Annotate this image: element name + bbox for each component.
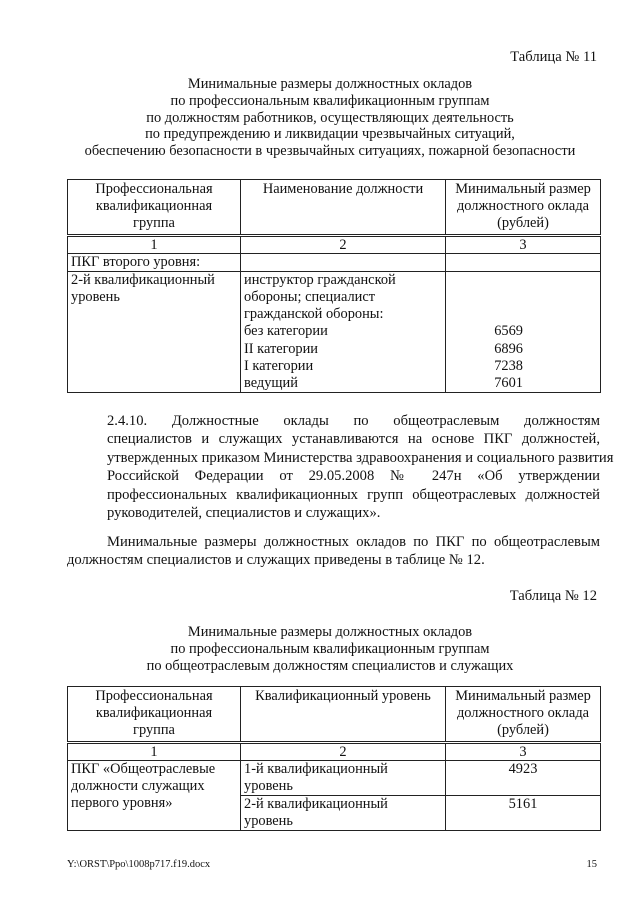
paragraph-2-4-10: 2.4.10. Должностные оклады по общеотраслевым должностям специалистов и служащих устанавливаются на основе ПКГ должностей, утвержденных приказом Министерства здравоохранения и социального развития Российской Федерации от 29.05.2008 № 247н «Об утверждении профессиональных квалификационных групп общеотраслевых должностей руководителей, специалистов и служащих». — [107, 413, 614, 522]
col-number: 3 — [446, 235, 601, 253]
header-position: Наименование должности — [241, 180, 446, 236]
paragraph-table-reference: Минимальные размеры должностных окладов по ПКГ по общеотраслевым должностям специалистов и служащих приведены в таблице № 12. — [67, 534, 600, 569]
title-line: по предупреждению и ликвидации чрезвычайных ситуаций, — [145, 126, 515, 143]
footer-file-path: Y:\ORST\Ppo\1008p717.f19.docx — [67, 859, 211, 870]
salary-value: 6896 — [494, 340, 523, 357]
header-group: Профессиональная квалификационная группа — [68, 687, 241, 743]
category-name: II категории — [244, 340, 318, 357]
table-row — [68, 760, 601, 795]
column-number-row — [68, 235, 601, 253]
table-11-number: Таблица № 11 — [510, 49, 597, 65]
salary-value: 6569 — [494, 323, 523, 340]
title-line: Минимальные размеры должностных окладов — [187, 76, 473, 92]
title-line: по общеотраслевым должностям специалистов и служащих — [146, 657, 514, 674]
header-salary: Минимальный размер должностного оклада (рублей) — [446, 687, 601, 743]
header-salary: Минимальный размер должностного оклада (рублей) — [446, 180, 601, 236]
title-line: обеспечению безопасности в чрезвычайных ситуациях, пожарной безопасности — [84, 143, 576, 160]
salary-value: 7238 — [494, 357, 523, 374]
header-level: Квалификационный уровень — [241, 687, 446, 743]
col-number: 3 — [446, 742, 601, 760]
table-12-number: Таблица № 12 — [509, 588, 597, 604]
category-name: без категории — [244, 323, 328, 340]
title-line: по профессиональным квалификационным группам — [170, 640, 490, 657]
col-number: 1 — [68, 742, 241, 760]
table-12-title — [60, 624, 600, 674]
table-12 — [67, 686, 601, 831]
col-number: 2 — [241, 235, 446, 253]
table-row — [68, 253, 601, 271]
qualification-level: 2-й квалификационный уровень — [68, 271, 241, 392]
title-line: по профессиональным квалификационным группам — [170, 92, 490, 109]
header-group: Профессиональная квалификационная группа — [68, 180, 241, 236]
column-number-row — [68, 742, 601, 760]
table-row — [68, 271, 601, 392]
table-11 — [67, 179, 601, 393]
title-line: по должностям работников, осуществляющих деятельность — [146, 109, 514, 126]
category-name: I категории — [244, 357, 314, 374]
qualification-level: 1-й квалификационный уровень — [241, 760, 446, 795]
title-line: Минимальные размеры должностных окладов — [187, 624, 473, 640]
category-name: ведущий — [244, 375, 298, 392]
salary-value: 4923 — [446, 760, 601, 795]
position-name: инструктор гражданской обороны; специалист гражданской обороны: без категории II категории I категории ведущий — [241, 271, 446, 392]
salary-value: 7601 — [494, 375, 523, 392]
group-label: ПКГ второго уровня: — [68, 253, 241, 271]
table-header-row — [68, 687, 601, 743]
qualification-level: 2-й квалификационный уровень — [241, 796, 446, 831]
salary-values — [446, 271, 601, 392]
salary-value: 5161 — [446, 796, 601, 831]
group-label: ПКГ «Общеотраслевые должности служащих первого уровня» — [68, 760, 241, 831]
col-number: 2 — [241, 742, 446, 760]
col-number: 1 — [68, 235, 241, 253]
footer-page-number: 15 — [586, 859, 597, 870]
table-header-row — [68, 180, 601, 236]
table-11-title — [60, 76, 600, 160]
